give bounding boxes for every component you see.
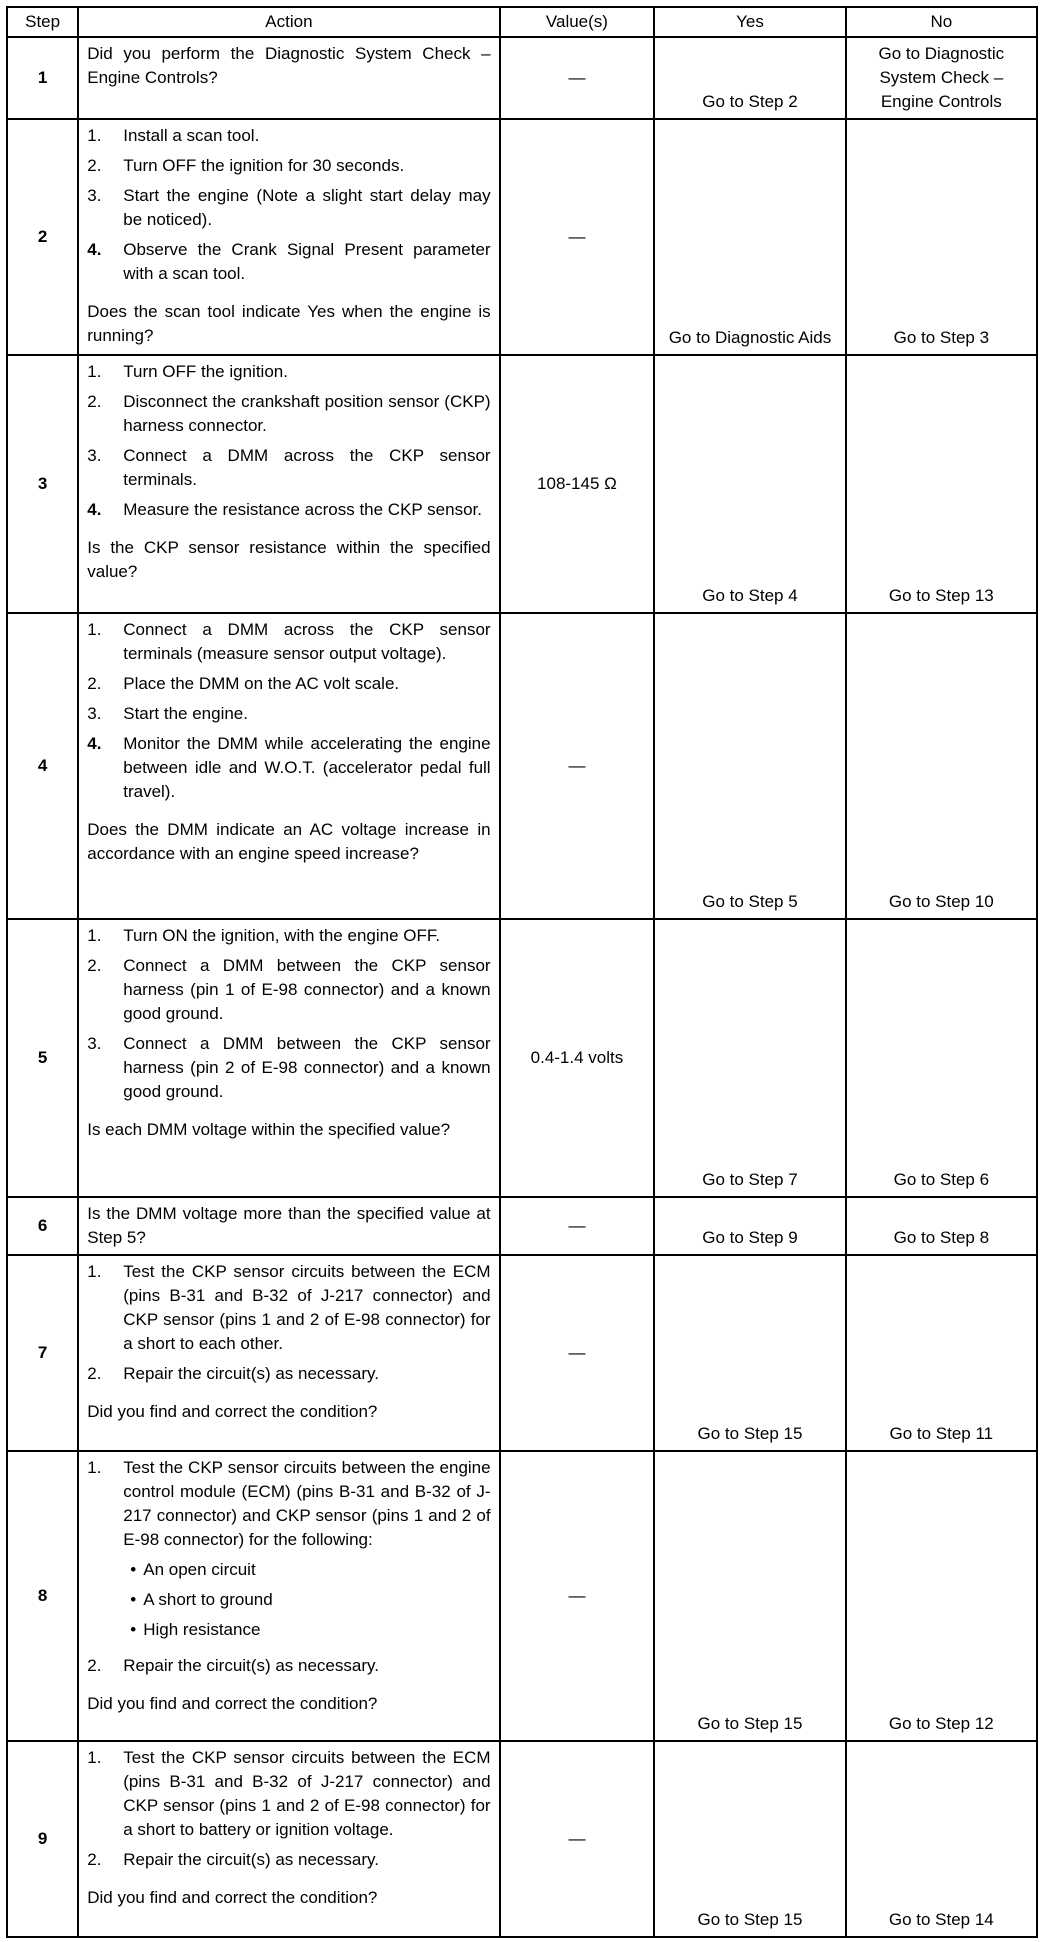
action-cell xyxy=(78,1197,499,1255)
value-cell: — xyxy=(500,119,655,355)
item-text: Test the CKP sensor circuits between the engine control module (ECM) (pins B-31 and B-32 of J-217 connector) and CKP sensor (pins 1 and 2 of E-98 connector) for the following: xyxy=(123,1458,491,1549)
list-item xyxy=(87,618,490,666)
action-question: Is the DMM voltage more than the specified value at Step 5? xyxy=(87,1204,491,1247)
list-item xyxy=(87,444,490,492)
yes-cell: Go to Diagnostic Aids xyxy=(654,119,845,355)
list-item xyxy=(87,954,490,1026)
item-text: Observe the Crank Signal Present parameter with a scan tool. xyxy=(123,240,491,283)
item-text: Install a scan tool. xyxy=(123,126,260,145)
item-number: 1. xyxy=(87,1458,102,1477)
step-number: 6 xyxy=(7,1197,78,1255)
no-cell: Go to Step 10 xyxy=(846,613,1037,919)
item-number: 1. xyxy=(87,1262,102,1281)
header-row xyxy=(7,7,1037,37)
item-number: 2. xyxy=(87,1850,102,1869)
action-cell xyxy=(78,1741,499,1937)
value-cell: — xyxy=(500,37,655,119)
step-number: 4 xyxy=(7,613,78,919)
list-item xyxy=(87,498,490,522)
item-number: 2. xyxy=(87,392,102,411)
item-text: Turn ON the ignition, with the engine OFF. xyxy=(123,926,441,945)
bullet-item: • High resistance xyxy=(123,1618,490,1642)
step-number: 3 xyxy=(7,355,78,613)
value-cell: 108-145 Ω xyxy=(500,355,655,613)
table-row xyxy=(7,1255,1037,1451)
bullet-item: • An open circuit xyxy=(123,1558,490,1582)
no-cell: Go to Step 12 xyxy=(846,1451,1037,1741)
list-item xyxy=(87,1654,490,1678)
item-number: 2. xyxy=(87,956,102,975)
no-cell: Go to Step 13 xyxy=(846,355,1037,613)
bullet-item: • A short to ground xyxy=(123,1588,490,1612)
action-cell xyxy=(78,1255,499,1451)
action-cell xyxy=(78,1451,499,1741)
action-cell xyxy=(78,355,499,613)
item-number: 2. xyxy=(87,1364,102,1383)
action-question: Is the CKP sensor resistance within the specified value? xyxy=(87,538,491,581)
item-text: Repair the circuit(s) as necessary. xyxy=(123,1656,379,1675)
no-cell: Go to Step 14 xyxy=(846,1741,1037,1937)
header-step: Step xyxy=(7,7,78,37)
list-item xyxy=(87,702,490,726)
yes-cell: Go to Step 15 xyxy=(654,1451,845,1741)
no-cell: Go to Diagnostic System Check – Engine Controls xyxy=(846,37,1037,119)
value-cell: — xyxy=(500,1741,655,1937)
table-row xyxy=(7,37,1037,119)
item-number: 3. xyxy=(87,446,102,465)
yes-cell: Go to Step 15 xyxy=(654,1741,845,1937)
item-text: Test the CKP sensor circuits between the ECM (pins B-31 and B-32 of J-217 connector) and CKP sensor (pins 1 and 2 of E-98 connector) for a short to each other. xyxy=(123,1262,491,1353)
list-item xyxy=(87,124,490,148)
action-question: Did you find and correct the condition? xyxy=(87,1888,378,1907)
list-item xyxy=(87,154,490,178)
item-text: Start the engine. xyxy=(123,704,248,723)
action-question: Is each DMM voltage within the specified value? xyxy=(87,1120,451,1139)
item-number: 1. xyxy=(87,126,102,145)
item-text: Turn OFF the ignition. xyxy=(123,362,288,381)
list-item xyxy=(87,390,490,438)
item-number: 2. xyxy=(87,674,102,693)
item-number: 4. xyxy=(87,734,102,753)
action-question: Did you perform the Diagnostic System Check – Engine Controls? xyxy=(87,44,491,87)
yes-cell: Go to Step 4 xyxy=(654,355,845,613)
item-number: 3. xyxy=(87,1034,102,1053)
item-number: 1. xyxy=(87,362,102,381)
item-text: Connect a DMM across the CKP sensor terminals. xyxy=(123,446,491,489)
action-question: Does the scan tool indicate Yes when the engine is running? xyxy=(87,302,491,345)
item-text: Connect a DMM between the CKP sensor harness (pin 2 of E-98 connector) and a known good ground. xyxy=(123,1034,491,1101)
value-cell: — xyxy=(500,1197,655,1255)
item-text: Connect a DMM between the CKP sensor harness (pin 1 of E-98 connector) and a known good ground. xyxy=(123,956,491,1023)
header-values: Value(s) xyxy=(500,7,655,37)
list-item xyxy=(87,1260,490,1356)
header-yes: Yes xyxy=(654,7,845,37)
diagnostic-table xyxy=(6,6,1038,1938)
list-item xyxy=(87,1746,490,1842)
list-item xyxy=(87,1362,490,1386)
value-cell: — xyxy=(500,1451,655,1741)
yes-cell: Go to Step 15 xyxy=(654,1255,845,1451)
value-cell: — xyxy=(500,1255,655,1451)
table-row xyxy=(7,1451,1037,1741)
item-text: Repair the circuit(s) as necessary. xyxy=(123,1364,379,1383)
table-row xyxy=(7,613,1037,919)
no-cell: Go to Step 6 xyxy=(846,919,1037,1197)
item-number: 3. xyxy=(87,186,102,205)
list-item xyxy=(87,1848,490,1872)
step-number: 1 xyxy=(7,37,78,119)
item-number: 3. xyxy=(87,704,102,723)
bullet-text: High resistance xyxy=(143,1620,261,1639)
table-row xyxy=(7,919,1037,1197)
item-number: 4. xyxy=(87,240,102,259)
item-text: Place the DMM on the AC volt scale. xyxy=(123,674,400,693)
step-number: 2 xyxy=(7,119,78,355)
item-text: Connect a DMM across the CKP sensor terminals (measure sensor output voltage). xyxy=(123,620,491,663)
step-number: 8 xyxy=(7,1451,78,1741)
no-cell: Go to Step 3 xyxy=(846,119,1037,355)
item-number: 2. xyxy=(87,1656,102,1675)
value-cell: — xyxy=(500,613,655,919)
step-number: 9 xyxy=(7,1741,78,1937)
header-no: No xyxy=(846,7,1037,37)
action-cell xyxy=(78,119,499,355)
table-row xyxy=(7,355,1037,613)
table-row xyxy=(7,119,1037,355)
table-row xyxy=(7,1741,1037,1937)
action-cell xyxy=(78,919,499,1197)
item-text: Monitor the DMM while accelerating the engine between idle and W.O.T. (accelerator pedal full travel). xyxy=(123,734,491,801)
item-text: Repair the circuit(s) as necessary. xyxy=(123,1850,379,1869)
step-number: 5 xyxy=(7,919,78,1197)
bullet-text: An open circuit xyxy=(143,1560,256,1579)
table-row xyxy=(7,1197,1037,1255)
item-text: Test the CKP sensor circuits between the ECM (pins B-31 and B-32 of J-217 connector) and CKP sensor (pins 1 and 2 of E-98 connector) for a short to battery or ignition voltage. xyxy=(123,1748,491,1839)
list-item xyxy=(87,1456,490,1648)
item-number: 2. xyxy=(87,156,102,175)
item-text: Measure the resistance across the CKP sensor. xyxy=(123,500,482,519)
list-item xyxy=(87,238,490,286)
list-item xyxy=(87,1032,490,1104)
item-text: Turn OFF the ignition for 30 seconds. xyxy=(123,156,405,175)
yes-cell: Go to Step 9 xyxy=(654,1197,845,1255)
list-item xyxy=(87,360,490,384)
item-number: 1. xyxy=(87,926,102,945)
bullet-text: A short to ground xyxy=(143,1590,273,1609)
list-item xyxy=(87,184,490,232)
action-question: Did you find and correct the condition? xyxy=(87,1402,378,1421)
step-number: 7 xyxy=(7,1255,78,1451)
action-question: Did you find and correct the condition? xyxy=(87,1694,378,1713)
yes-cell: Go to Step 5 xyxy=(654,613,845,919)
item-number: 4. xyxy=(87,500,102,519)
no-cell: Go to Step 11 xyxy=(846,1255,1037,1451)
list-item xyxy=(87,732,490,804)
action-question: Does the DMM indicate an AC voltage increase in accordance with an engine speed increase? xyxy=(87,820,491,863)
header-action: Action xyxy=(78,7,499,37)
item-number: 1. xyxy=(87,620,102,639)
yes-cell: Go to Step 2 xyxy=(654,37,845,119)
item-number: 1. xyxy=(87,1748,102,1767)
action-cell xyxy=(78,37,499,119)
list-item xyxy=(87,924,490,948)
item-text: Start the engine (Note a slight start delay may be noticed). xyxy=(123,186,491,229)
no-cell: Go to Step 8 xyxy=(846,1197,1037,1255)
action-cell xyxy=(78,613,499,919)
list-item xyxy=(87,672,490,696)
item-text: Disconnect the crankshaft position sensor (CKP) harness connector. xyxy=(123,392,491,435)
yes-cell: Go to Step 7 xyxy=(654,919,845,1197)
value-cell: 0.4-1.4 volts xyxy=(500,919,655,1197)
